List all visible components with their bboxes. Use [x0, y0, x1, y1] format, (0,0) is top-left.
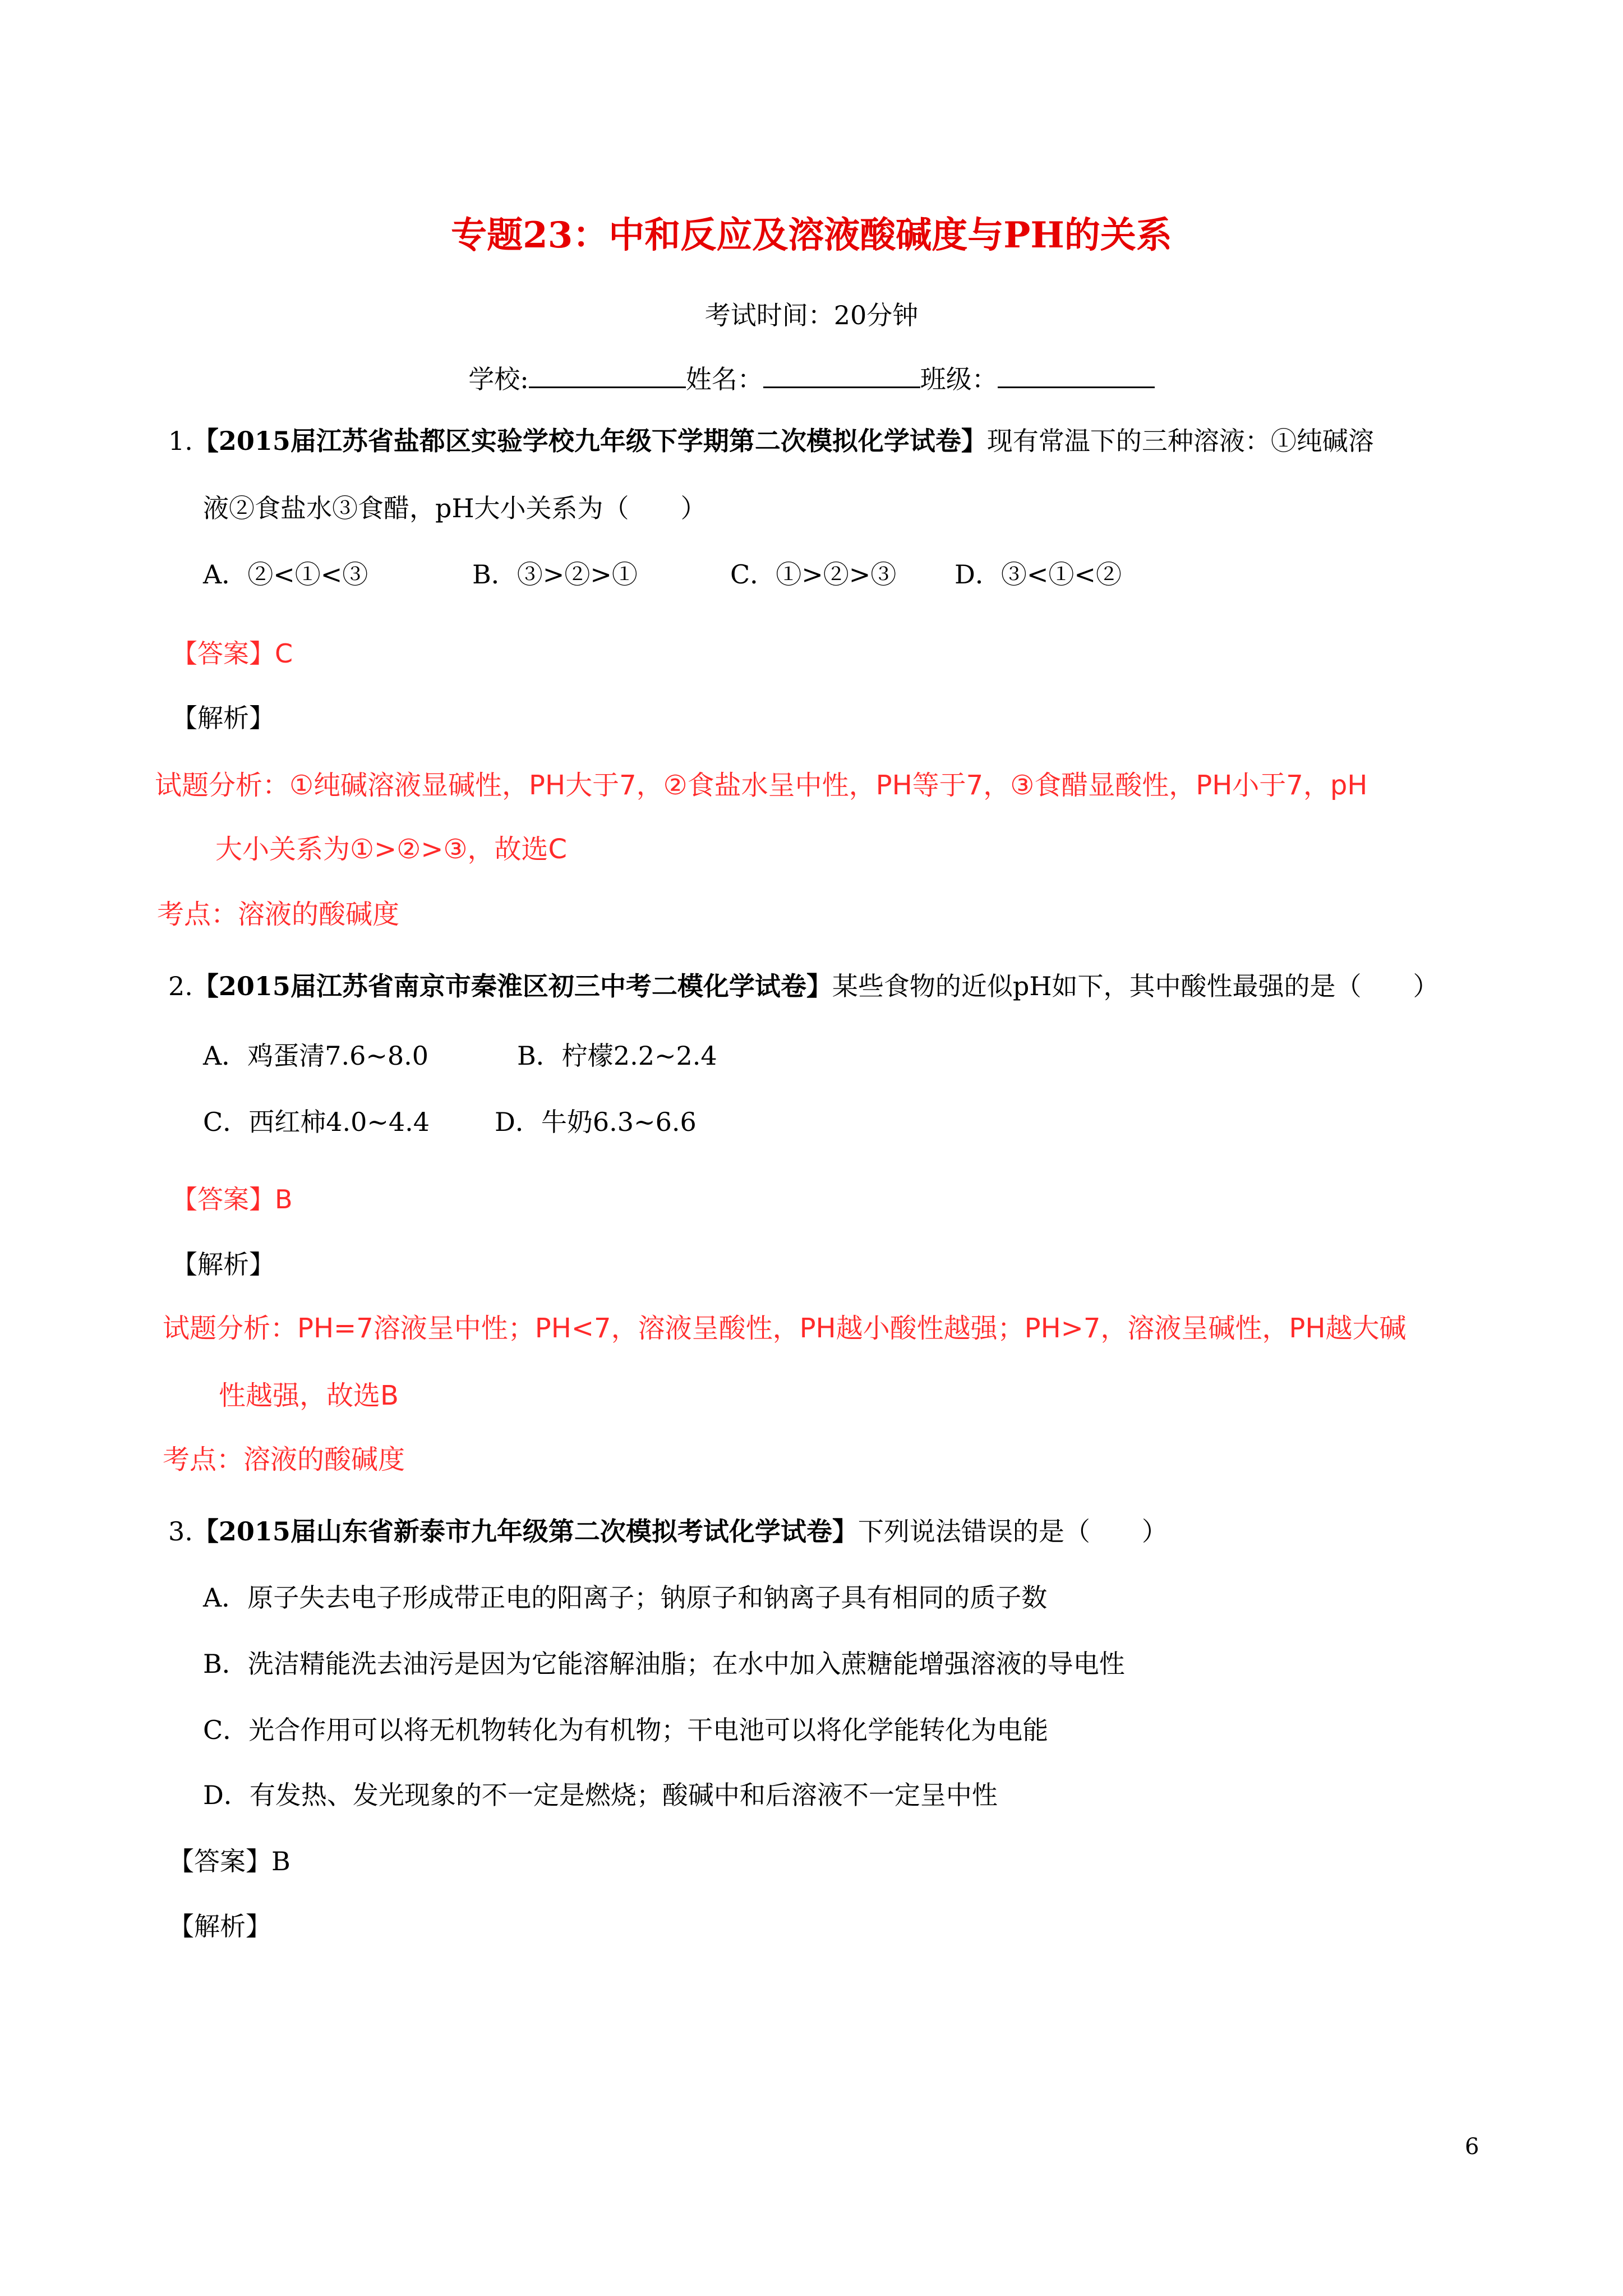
question-1-point: 考点：溶液的酸碱度 [157, 899, 400, 930]
question-3-option-a: A．原子失去电子形成带正电的阳离子；钠原子和钠离子具有相同的质子数 [203, 1582, 1048, 1613]
question-1-option-a: A．②<①<③ [203, 559, 368, 590]
question-3-answer: 【答案】B [168, 1846, 291, 1876]
question-2-line-1 [168, 969, 1438, 1003]
question-1-analysis-1: 试题分析：①纯碱溶液显碱性，PH大于7，②食盐水呈中性，PH等于7，③食醋显酸性，PH小于7，pH [155, 770, 1368, 801]
page-number: 6 [1465, 2134, 1479, 2160]
question-3-option-c: C．光合作用可以将无机物转化为有机物；干电池可以将化学能转化为电能 [203, 1715, 1049, 1745]
question-2-analysis-2: 性越强，故选B [219, 1380, 399, 1411]
name-label: 姓名： [685, 364, 763, 394]
question-2-options-row-1 [203, 1039, 717, 1073]
question-2-analysis-1: 试题分析：PH=7溶液呈中性；PH<7，溶液呈酸性，PH越小酸性越强；PH>7，溶液呈碱性，PH越大碱 [163, 1313, 1407, 1344]
name-blank[interactable] [763, 361, 920, 388]
question-1-option-d: D．③<①<② [955, 559, 1122, 590]
question-2-source: 【2015届江苏省南京市秦淮区初三中考二模化学试卷】 [192, 971, 832, 1001]
question-2-option-d: D．牛奶6.3~6.6 [495, 1107, 697, 1137]
question-2-stem-1: 某些食物的近似pH如下，其中酸性最强的是（ ） [832, 971, 1439, 1001]
question-1-number: 1. [168, 426, 193, 456]
page-title: 专题23：中和反应及溶液酸碱度与PH的关系 [451, 214, 1172, 256]
question-1-options [203, 558, 1122, 591]
question-2-options-row-2 [203, 1105, 697, 1139]
question-2-analysis-label: 【解析】 [172, 1249, 275, 1280]
student-info-line [0, 359, 1623, 396]
question-3-option-d: D．有发热、发光现象的不一定是燃烧；酸碱中和后溶液不一定呈中性 [203, 1780, 998, 1810]
question-1-option-c: C．①>②>③ [730, 559, 897, 590]
question-2-option-a: A．鸡蛋清7.6~8.0 [203, 1041, 429, 1071]
question-2-option-c: C．西红柿4.0~4.4 [203, 1107, 430, 1137]
question-3-stem-1: 下列说法错误的是（ ） [857, 1516, 1168, 1547]
question-1-line-1 [168, 424, 1374, 458]
question-2-answer: 【答案】B [172, 1184, 293, 1214]
question-3-option-b: B．洗洁精能洗去油污是因为它能溶解油脂；在水中加入蔗糖能增强溶液的导电性 [203, 1649, 1125, 1679]
question-2-number: 2. [168, 971, 193, 1001]
class-blank[interactable] [998, 361, 1155, 388]
question-1-option-b: B．③>②>① [472, 559, 638, 590]
question-1-analysis-label: 【解析】 [172, 703, 275, 733]
question-3-analysis-label: 【解析】 [168, 1911, 271, 1941]
question-1-answer: 【答案】C [172, 638, 293, 669]
question-1-analysis-2: 大小关系为①>②>③，故选C [215, 834, 568, 865]
exam-time: 考试时间：20分钟 [704, 300, 919, 330]
question-1-stem-2: 液②食盐水③食醋，pH大小关系为（ ） [203, 493, 707, 523]
question-2-option-b: B．柠檬2.2~2.4 [517, 1041, 717, 1071]
school-label: 学校: [468, 364, 529, 394]
question-3-source: 【2015届山东省新泰市九年级第二次模拟考试化学试卷】 [192, 1516, 858, 1547]
question-3-number: 3. [168, 1516, 193, 1547]
question-1-stem-1: 现有常温下的三种溶液：①纯碱溶 [986, 426, 1374, 456]
class-label: 班级： [920, 364, 998, 394]
question-1-source: 【2015届江苏省盐都区实验学校九年级下学期第二次模拟化学试卷】 [192, 426, 987, 456]
question-2-point: 考点：溶液的酸碱度 [163, 1444, 405, 1475]
school-blank[interactable] [529, 361, 686, 388]
question-3-line-1 [168, 1515, 1168, 1548]
